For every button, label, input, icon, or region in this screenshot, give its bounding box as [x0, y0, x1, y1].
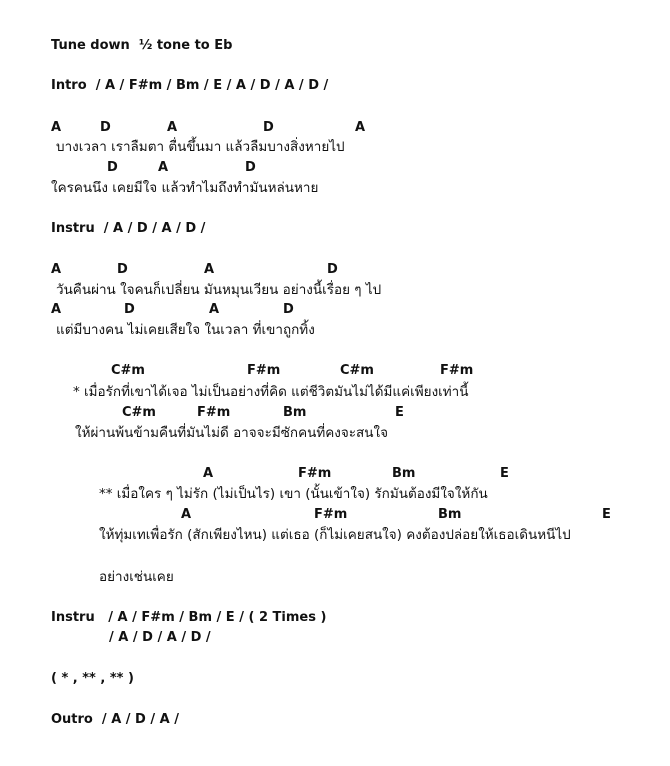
chord: Bm [392, 466, 416, 481]
chord: D [245, 160, 256, 175]
chord: A [209, 302, 220, 317]
chord: A [204, 262, 215, 277]
chord: C#m [122, 405, 156, 420]
chord: Bm [438, 507, 462, 522]
chord: A [181, 507, 192, 522]
chord: Bm [283, 405, 307, 420]
chord: A [203, 466, 214, 481]
chord: A [51, 262, 62, 277]
lyric-line: ให้ทุ่มเทเพื่อรัก (สักเพียงไหน) แต่เธอ (ก็ไม่เคยสนใจ) คงต้องปล่อยให้เธอเดินหนีไป [99, 527, 571, 543]
chord: F#m [197, 405, 231, 420]
chord: A [158, 160, 169, 175]
lyric-line: อย่างเช่นเคย [99, 569, 174, 585]
lyric-line: ** เมื่อใคร ๆ ไม่รัก (ไม่เป็นไร) เขา (นั้นเข้าใจ) รักมันต้องมีใจให้กัน [99, 486, 488, 502]
chord: A [167, 120, 178, 135]
chord: F#m [247, 363, 281, 378]
lyric-line: * เมื่อรักที่เขาได้เจอ ไม่เป็นอย่างที่คิด แต่ชีวิตมันไม่ได้มีแค่เพียงเท่านี้ [73, 384, 469, 400]
chord: C#m [111, 363, 145, 378]
chord: F#m [314, 507, 348, 522]
chord: D [283, 302, 294, 317]
chord: E [500, 466, 509, 481]
chord: A [355, 120, 366, 135]
intro-line: Intro / A / F#m / Bm / E / A / D / A / D / [51, 78, 329, 93]
chord: D [100, 120, 111, 135]
chord: D [117, 262, 128, 277]
lyric-line: ใครคนนึง เคยมีใจ แล้วทำไมถึงทำมันหล่นหาย [51, 180, 319, 196]
chord: D [263, 120, 274, 135]
lyric-line: แต่มีบางคน ไม่เคยเสียใจ ในเวลา ที่เขาถูกทิ้ง [56, 322, 315, 338]
outro-line: Outro / A / D / A / [51, 712, 179, 727]
instru-line: / A / D / A / D / [109, 630, 211, 645]
chord: A [51, 120, 62, 135]
chord: A [51, 302, 62, 317]
chord: D [327, 262, 338, 277]
chord: F#m [440, 363, 474, 378]
instru-line: Instru / A / D / A / D / [51, 221, 206, 236]
instru-line: Instru / A / F#m / Bm / E / ( 2 Times ) [51, 610, 327, 625]
chord: D [107, 160, 118, 175]
chord: F#m [298, 466, 332, 481]
lyric-line: วันคืนผ่าน ใจคนก็เปลี่ยน มันหมุนเวียน อย่างนี้เรื่อย ๆ ไป [56, 282, 382, 298]
chord: C#m [340, 363, 374, 378]
lyric-line: ให้ผ่านพ้นข้ามคืนที่มันไม่ดี อาจจะมีซักคนที่คงจะสนใจ [75, 425, 388, 441]
tune-note: Tune down ½ tone to Eb [51, 38, 233, 53]
lyric-line: บางเวลา เราลืมตา ตื่นขึ้นมา แล้วลืมบางสิ่งหายไป [56, 139, 345, 155]
repeat-line: ( * , ** , ** ) [51, 671, 134, 686]
chord: E [602, 507, 611, 522]
chord: D [124, 302, 135, 317]
chord: E [395, 405, 404, 420]
